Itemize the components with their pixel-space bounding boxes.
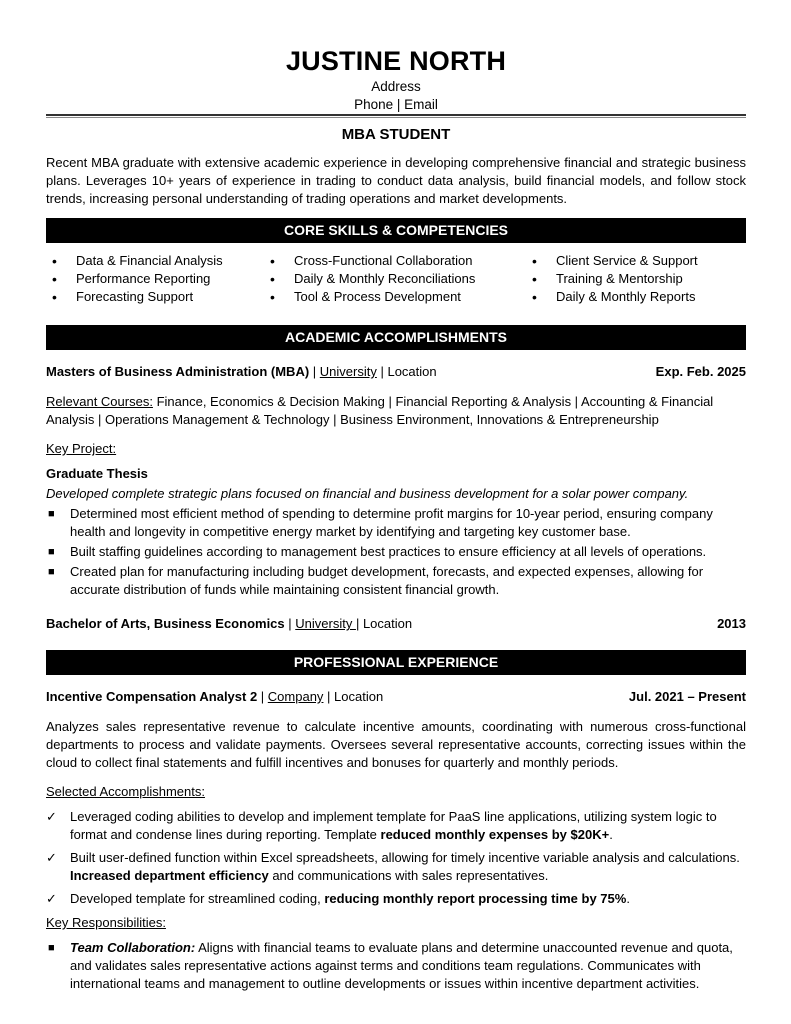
list-item (46, 849, 746, 885)
job-date: Jul. 2021 – Present (628, 689, 746, 704)
bullet-text: Determined most efficient method of spending to determine profit margins for 10-year period, ensuring company health and longevity in competitive energy market by identifying and targeting key customer base. (70, 506, 713, 539)
degree-date: Exp. Feb. 2025 (655, 364, 746, 379)
header-rule (46, 114, 746, 116)
project-title (46, 465, 746, 483)
project-title-text: Graduate Thesis (46, 466, 148, 481)
section-heading-skills: CORE SKILLS & COMPETENCIES (46, 218, 746, 243)
skill-item: • Cross-Functional Collaboration (264, 252, 514, 270)
square-bullet-icon: ■ (48, 566, 55, 578)
skills-column-1 (46, 252, 266, 306)
bullet-text: Aligns with financial teams to evaluate plans and determine unaccounted revenue and quota, and validates sales representative actions against terms and conditions team regulations. Communicates with international teams and management to outline developments or issues within incentive department activities. (70, 940, 733, 991)
skill-item: • Tool & Process Development (264, 288, 514, 306)
skill-item: • Training & Mentorship (526, 270, 746, 288)
contact-line: Phone | Email (354, 97, 438, 112)
accomplishments-label (46, 783, 746, 801)
headline: MBA STUDENT (341, 126, 451, 143)
square-bullet-icon: ■ (48, 508, 55, 520)
bullet-highlight: Increased department efficiency (70, 868, 269, 883)
courses-label: Relevant Courses: (46, 394, 153, 409)
separator: | (355, 616, 363, 631)
bullet-text: . (609, 827, 613, 842)
skills-column-3 (526, 252, 746, 306)
bullet-text: and communications with sales representatives. (268, 868, 549, 883)
bullet-highlight: reducing monthly report processing time by 75% (324, 891, 627, 906)
checkmark-icon: ✓ (46, 850, 57, 865)
ba-degree-row (46, 615, 746, 633)
key-project-label (46, 440, 746, 458)
job-location: Location (334, 689, 384, 704)
degree-name: Bachelor of Arts, Business Economics (46, 616, 285, 631)
accomplishments-label-text: Selected Accomplishments: (46, 784, 205, 799)
list-item (46, 939, 746, 993)
bullet-text: Built user-defined function within Excel spreadsheets, allowing for timely incentive variable analysis and calculations. (70, 850, 740, 865)
skill-item: • Performance Reporting (46, 270, 266, 288)
school-location: Location (362, 616, 413, 631)
job-description: Analyzes sales representative revenue to calculate incentive amounts, coordinating with numerous cross-functional departments to process and validate payments. Oversees several representative accounts, correcting issues within the cloud to collect final statements and fulfill incentives and bonuses for quarterly and monthly periods. (46, 719, 746, 770)
skill-item: • Forecasting Support (46, 288, 266, 306)
school-location: Location (387, 364, 437, 379)
relevant-courses (46, 393, 746, 429)
checkmark-icon: ✓ (46, 809, 57, 824)
skill-item: • Daily & Monthly Reconciliations (264, 270, 514, 288)
skills-column-2 (264, 252, 514, 306)
bullet-text: Built staffing guidelines according to management best practices to ensure efficiency at all levels of operations. (70, 544, 707, 559)
degree-date: 2013 (717, 616, 746, 631)
degree-name: Masters of Business Administration (MBA) (46, 364, 310, 379)
section-heading-experience: PROFESSIONAL EXPERIENCE (46, 650, 746, 675)
key-project-label-text: Key Project: (46, 441, 117, 456)
square-bullet-icon: ■ (48, 942, 55, 954)
list-item (46, 543, 746, 561)
responsibilities-label (46, 914, 746, 932)
job-row (46, 688, 746, 706)
mba-degree-row (46, 363, 746, 381)
separator: | (284, 616, 296, 631)
skill-item: • Daily & Monthly Reports (526, 288, 746, 306)
project-bullets (46, 505, 746, 601)
courses-text: Finance, Economics & Decision Making | Financial Reporting & Analysis | Accounting & Financial Analysis | Operations Management & Technology | Business Environment, Innovations & Entrepreneurship (46, 394, 714, 427)
list-item (46, 808, 746, 844)
skill-item: • Client Service & Support (526, 252, 746, 270)
list-item (46, 563, 746, 599)
square-bullet-icon: ■ (48, 546, 55, 558)
separator: | (323, 689, 335, 704)
bullet-text: . (626, 891, 630, 906)
responsibilities-list (46, 939, 746, 995)
separator: | (257, 689, 268, 704)
bullet-text: Leveraged coding abilities to develop and implement template for PaaS line applications, utilizing system logic to format and condense lines during reporting. Template (70, 809, 717, 842)
responsibility-label: Team Collaboration: (70, 940, 196, 955)
company-name: Company (267, 689, 324, 704)
school-name: University (319, 364, 377, 379)
candidate-name: JUSTINE NORTH (285, 46, 507, 76)
checkmark-icon: ✓ (46, 891, 57, 906)
accomplishments-list (46, 808, 746, 910)
address-line: Address (371, 79, 421, 94)
job-title: Incentive Compensation Analyst 2 (46, 689, 258, 704)
school-name: University (295, 616, 356, 631)
section-heading-academic: ACADEMIC ACCOMPLISHMENTS (46, 325, 746, 350)
bullet-text: Developed template for streamlined coding, (70, 891, 325, 906)
skill-item: • Data & Financial Analysis (46, 252, 266, 270)
header-rule-thin (46, 117, 746, 118)
list-item (46, 505, 746, 541)
bullet-text: Created plan for manufacturing including budget development, forecasts, and expected expenses, allowing for accurate distribution of funds while maintaining consistent financial growth. (70, 564, 704, 597)
responsibilities-label-text: Key Responsibilities: (46, 915, 166, 930)
list-item (46, 890, 746, 908)
summary: Recent MBA graduate with extensive academic experience in developing comprehensive financial and strategic business plans. Leverages 10+ years of experience in trading to conduct data analysis, build financial models, and follow stock trends, increasing personal understanding of trading operations and market developments. (46, 155, 746, 206)
bullet-highlight: reduced monthly expenses by $20K+ (380, 827, 610, 842)
separator: | (376, 364, 388, 379)
separator: | (309, 364, 320, 379)
project-description: Developed complete strategic plans focused on financial and business development for a solar power company. (46, 486, 689, 501)
